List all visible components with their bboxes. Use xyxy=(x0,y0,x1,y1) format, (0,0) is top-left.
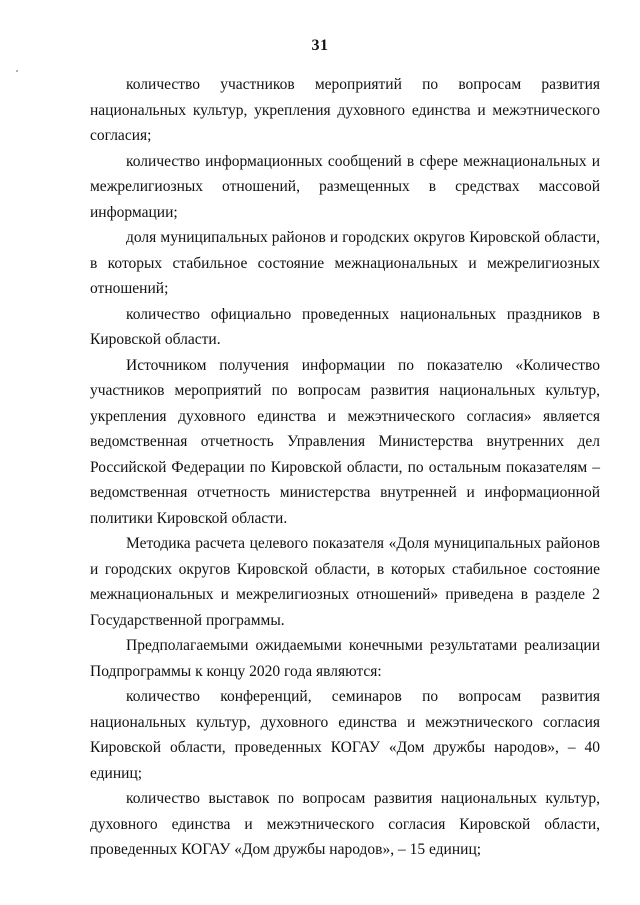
page-number: 31 xyxy=(311,37,329,54)
paragraph-calculation-method: Методика расчета целевого показателя «Доля муниципальных районов и городских округов Кировской области, в которых стабильное состояние межнациональных и межрелигиозных отношений» приведена в разделе 2 Государственной программы. xyxy=(90,535,600,629)
scan-artifact-dot xyxy=(16,70,18,72)
paragraph-indicator-participants: количество участников мероприятий по вопросам развития национальных культур, укрепления духовного единства и межэтнического согласия; xyxy=(90,76,600,144)
paragraph-indicator-national-holidays: количество официально проведенных национальных праздников в Кировской области. xyxy=(90,305,600,348)
paragraph-result-conferences: количество конференций, семинаров по вопросам развития национальных культур, духовного единства и межэтнического согласия Кировской области, проведенных КОГАУ «Дом дружбы народов», – 40 единиц; xyxy=(90,688,600,782)
paragraph-result-exhibitions: количество выставок по вопросам развития национальных культур, духовного единства и межэтнического согласия Кировской области, проведенных КОГАУ «Дом дружбы народов», – 15 единиц; xyxy=(90,790,600,858)
paragraph-indicator-media-messages: количество информационных сообщений в сфере межнациональных и межрелигиозных отношений, размещенных в средствах массовой информации; xyxy=(90,152,600,221)
document-body xyxy=(90,72,600,863)
paragraph-indicator-stable-districts: доля муниципальных районов и городских округов Кировской области, в которых стабильное состояние межнациональных и межрелигиозных отношений; xyxy=(90,229,600,297)
paragraph-information-sources: Источником получения информации по показателю «Количество участников мероприятий по вопросам развития национальных культур, укрепления духовного единства и межэтнического согласия» является ведомственная отчетность Управления Министерства внутренних дел Российской Федерации по Кировской области, по остальным показателям – ведомственная отчетность министерства внутренней и информационной политики Кировской области. xyxy=(90,356,600,527)
paragraph-expected-results-intro: Предполагаемыми ожидаемыми конечными результатами реализации Подпрограммы к концу 2020 года являются: xyxy=(90,637,600,680)
